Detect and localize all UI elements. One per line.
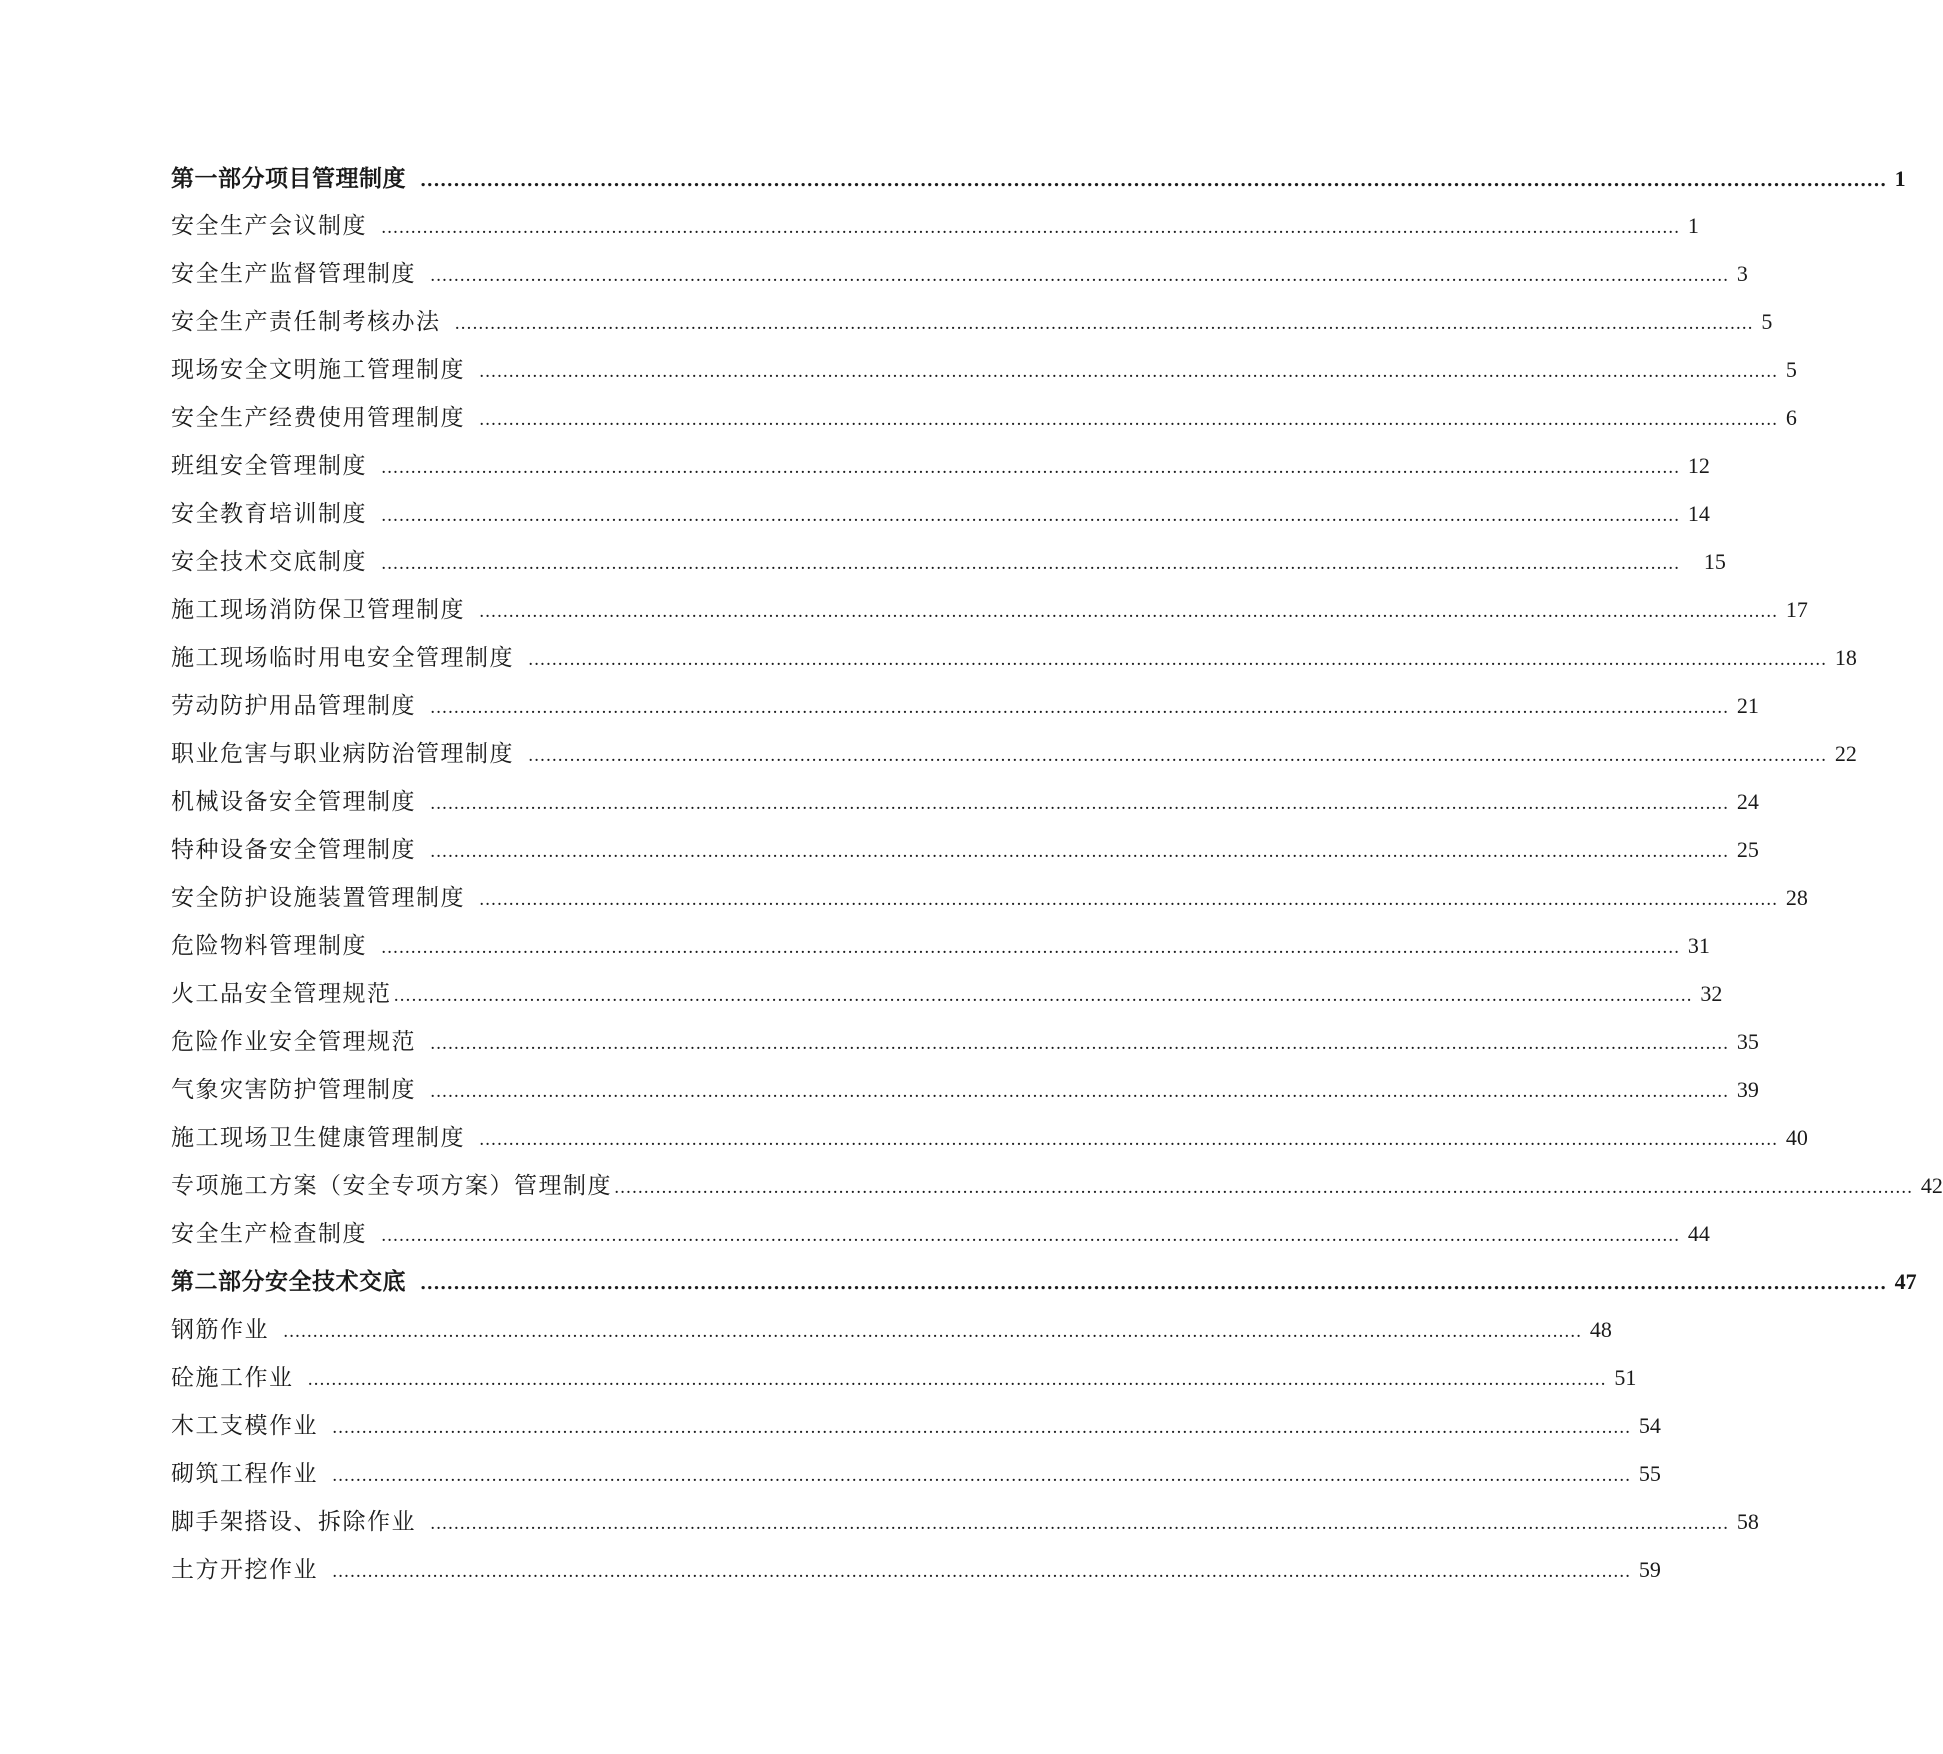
toc-entry-page-number: 42	[1920, 1173, 1943, 1198]
dot-leader: ............................................................................................................................................................................................................................	[307, 1370, 1607, 1390]
toc-entry-page-number: 44	[1687, 1221, 1710, 1246]
toc-entry[interactable]	[171, 1121, 1808, 1155]
toc-entry-page-number: 24	[1736, 789, 1759, 814]
toc-entry-title: 施工现场卫生健康管理制度	[171, 1125, 465, 1151]
toc-entry[interactable]	[171, 257, 1748, 291]
toc-entry-title: 钢筋作业	[171, 1317, 269, 1343]
toc-entry-title: 安全防护设施装置管理制度	[171, 885, 465, 911]
toc-entry-title: 危险作业安全管理规范	[171, 1029, 416, 1055]
dot-leader: ............................................................................................................................................................................................................................	[479, 602, 1778, 622]
toc-entry-title: 施工现场临时用电安全管理制度	[171, 645, 514, 671]
dot-leader: ............................................................................................................................................................................................................................	[381, 218, 1680, 238]
dot-leader: ............................................................................................................................................................................................................................	[430, 842, 1729, 862]
toc-entry[interactable]	[171, 401, 1797, 435]
toc-entry-title: 班组安全管理制度	[171, 453, 367, 479]
toc-entry-page-number: 15	[1703, 549, 1726, 574]
toc-entry-page-number: 25	[1736, 837, 1759, 862]
toc-entry-title: 施工现场消防保卫管理制度	[171, 597, 465, 623]
toc-entry[interactable]	[171, 545, 1726, 579]
toc-entry-title: 木工支模作业	[171, 1413, 318, 1439]
toc-entry-title: 安全生产经费使用管理制度	[171, 405, 465, 431]
toc-entry-page-number: 47	[1894, 1269, 1917, 1294]
dot-leader: ............................................................................................................................................................................................................................	[614, 1178, 1913, 1198]
toc-entry-title: 现场安全文明施工管理制度	[171, 357, 465, 383]
toc-part-heading[interactable]	[171, 162, 1906, 196]
toc-entry-page-number: 28	[1785, 885, 1808, 910]
toc-entry[interactable]	[171, 1553, 1661, 1587]
toc-entry[interactable]	[171, 1361, 1637, 1395]
toc-entry[interactable]	[171, 881, 1808, 915]
dot-leader: ............................................................................................................................................................................................................................	[454, 314, 1754, 334]
toc-entry-page-number: 54	[1638, 1413, 1661, 1438]
toc-entry[interactable]	[171, 1025, 1759, 1059]
toc-entry-title: 砼施工作业	[171, 1365, 294, 1391]
toc-entry-page-number: 1	[1894, 166, 1906, 191]
toc-entry-title: 劳动防护用品管理制度	[171, 693, 416, 719]
toc-entry-page-number: 1	[1687, 213, 1699, 238]
toc-entry-page-number: 5	[1785, 357, 1797, 382]
dot-leader: ............................................................................................................................................................................................................................	[528, 746, 1827, 766]
dot-leader: ............................................................................................................................................................................................................................	[381, 554, 1680, 574]
toc-entry-page-number: 31	[1687, 933, 1710, 958]
toc-entry[interactable]	[171, 785, 1759, 819]
toc-entry-title: 第一部分项目管理制度	[171, 165, 406, 192]
toc-entry-title: 专项施工方案（安全专项方案）管理制度	[171, 1173, 612, 1199]
toc-entry-page-number: 12	[1687, 453, 1710, 478]
toc-entry[interactable]	[171, 593, 1808, 627]
toc-entry[interactable]	[171, 929, 1710, 963]
toc-entry-title: 第二部分安全技术交底	[171, 1268, 406, 1295]
toc-entry-title: 安全生产监督管理制度	[171, 261, 416, 287]
dot-leader: ............................................................................................................................................................................................................................	[381, 1226, 1680, 1246]
toc-entry-page-number: 39	[1736, 1077, 1759, 1102]
toc-entry[interactable]	[171, 1169, 1943, 1203]
toc-entry-title: 安全教育培训制度	[171, 501, 367, 527]
dot-leader: ............................................................................................................................................................................................................................	[420, 1273, 1887, 1294]
toc-entry-page-number: 21	[1736, 693, 1759, 718]
toc-entry[interactable]	[171, 641, 1857, 675]
toc-entry-page-number: 14	[1687, 501, 1710, 526]
dot-leader: ............................................................................................................................................................................................................................	[430, 698, 1729, 718]
toc-entry-title: 危险物料管理制度	[171, 933, 367, 959]
dot-leader: ............................................................................................................................................................................................................................	[479, 410, 1778, 430]
toc-entry[interactable]	[171, 1457, 1661, 1491]
toc-entry-title: 安全技术交底制度	[171, 549, 367, 575]
toc-entry-title: 机械设备安全管理制度	[171, 789, 416, 815]
toc-entry-title: 安全生产会议制度	[171, 213, 367, 239]
dot-leader: ............................................................................................................................................................................................................................	[430, 1082, 1729, 1102]
toc-entry[interactable]	[171, 1217, 1710, 1251]
toc-entry-title: 脚手架搭设、拆除作业	[171, 1509, 416, 1535]
toc-entry-page-number: 51	[1614, 1365, 1637, 1390]
toc-entry-page-number: 6	[1785, 405, 1797, 430]
toc-entry[interactable]	[171, 737, 1857, 771]
toc-entry-title: 职业危害与职业病防治管理制度	[171, 741, 514, 767]
toc-entry-page-number: 18	[1834, 645, 1857, 670]
toc-entry-title: 安全生产检查制度	[171, 1221, 367, 1247]
toc-entry-title: 气象灾害防护管理制度	[171, 1077, 416, 1103]
toc-entry-page-number: 17	[1785, 597, 1808, 622]
toc-entry-title: 土方开挖作业	[171, 1557, 318, 1583]
toc-entry-title: 特种设备安全管理制度	[171, 837, 416, 863]
dot-leader: ............................................................................................................................................................................................................................	[420, 170, 1887, 191]
toc-entry-page-number: 22	[1834, 741, 1857, 766]
toc-entry[interactable]	[171, 449, 1710, 483]
toc-entry-page-number: 58	[1736, 1509, 1759, 1534]
dot-leader: ............................................................................................................................................................................................................................	[332, 1466, 1631, 1486]
toc-entry-page-number: 48	[1589, 1317, 1612, 1342]
dot-leader: ............................................................................................................................................................................................................................	[479, 362, 1778, 382]
dot-leader: ............................................................................................................................................................................................................................	[283, 1322, 1582, 1342]
toc-entry-page-number: 3	[1736, 261, 1748, 286]
toc-entry-title: 火工品安全管理规范	[171, 981, 392, 1007]
toc-entry[interactable]	[171, 497, 1710, 531]
toc-entry-page-number: 59	[1638, 1557, 1661, 1582]
dot-leader: ............................................................................................................................................................................................................................	[430, 266, 1729, 286]
toc-entry[interactable]	[171, 977, 1723, 1011]
dot-leader: ............................................................................................................................................................................................................................	[332, 1562, 1631, 1582]
toc-entry[interactable]	[171, 305, 1773, 339]
toc-entry-page-number: 40	[1785, 1125, 1808, 1150]
dot-leader: ............................................................................................................................................................................................................................	[381, 458, 1680, 478]
dot-leader: ............................................................................................................................................................................................................................	[332, 1418, 1631, 1438]
toc-entry-title: 安全生产责任制考核办法	[171, 309, 441, 335]
toc-entry-page-number: 35	[1736, 1029, 1759, 1054]
dot-leader: ............................................................................................................................................................................................................................	[479, 1130, 1778, 1150]
toc-part-heading[interactable]	[171, 1265, 1917, 1299]
dot-leader: ............................................................................................................................................................................................................................	[430, 1034, 1729, 1054]
toc-entry[interactable]	[171, 209, 1699, 243]
toc-entry[interactable]	[171, 353, 1797, 387]
dot-leader: ............................................................................................................................................................................................................................	[393, 986, 1693, 1006]
dot-leader: ............................................................................................................................................................................................................................	[479, 890, 1778, 910]
toc-entry[interactable]	[171, 1409, 1661, 1443]
toc-entry-page-number: 5	[1761, 309, 1773, 334]
toc-entry-page-number: 32	[1700, 981, 1723, 1006]
toc-entry[interactable]	[171, 1313, 1612, 1347]
dot-leader: ............................................................................................................................................................................................................................	[430, 1514, 1729, 1534]
dot-leader: ............................................................................................................................................................................................................................	[381, 938, 1680, 958]
toc-entry[interactable]	[171, 833, 1759, 867]
toc-entry[interactable]	[171, 689, 1759, 723]
dot-leader: ............................................................................................................................................................................................................................	[528, 650, 1827, 670]
dot-leader: ............................................................................................................................................................................................................................	[381, 506, 1680, 526]
toc-entry[interactable]	[171, 1073, 1759, 1107]
toc-entry-title: 砌筑工程作业	[171, 1461, 318, 1487]
toc-entry[interactable]	[171, 1505, 1759, 1539]
dot-leader: ............................................................................................................................................................................................................................	[430, 794, 1729, 814]
toc-entry-page-number: 55	[1638, 1461, 1661, 1486]
